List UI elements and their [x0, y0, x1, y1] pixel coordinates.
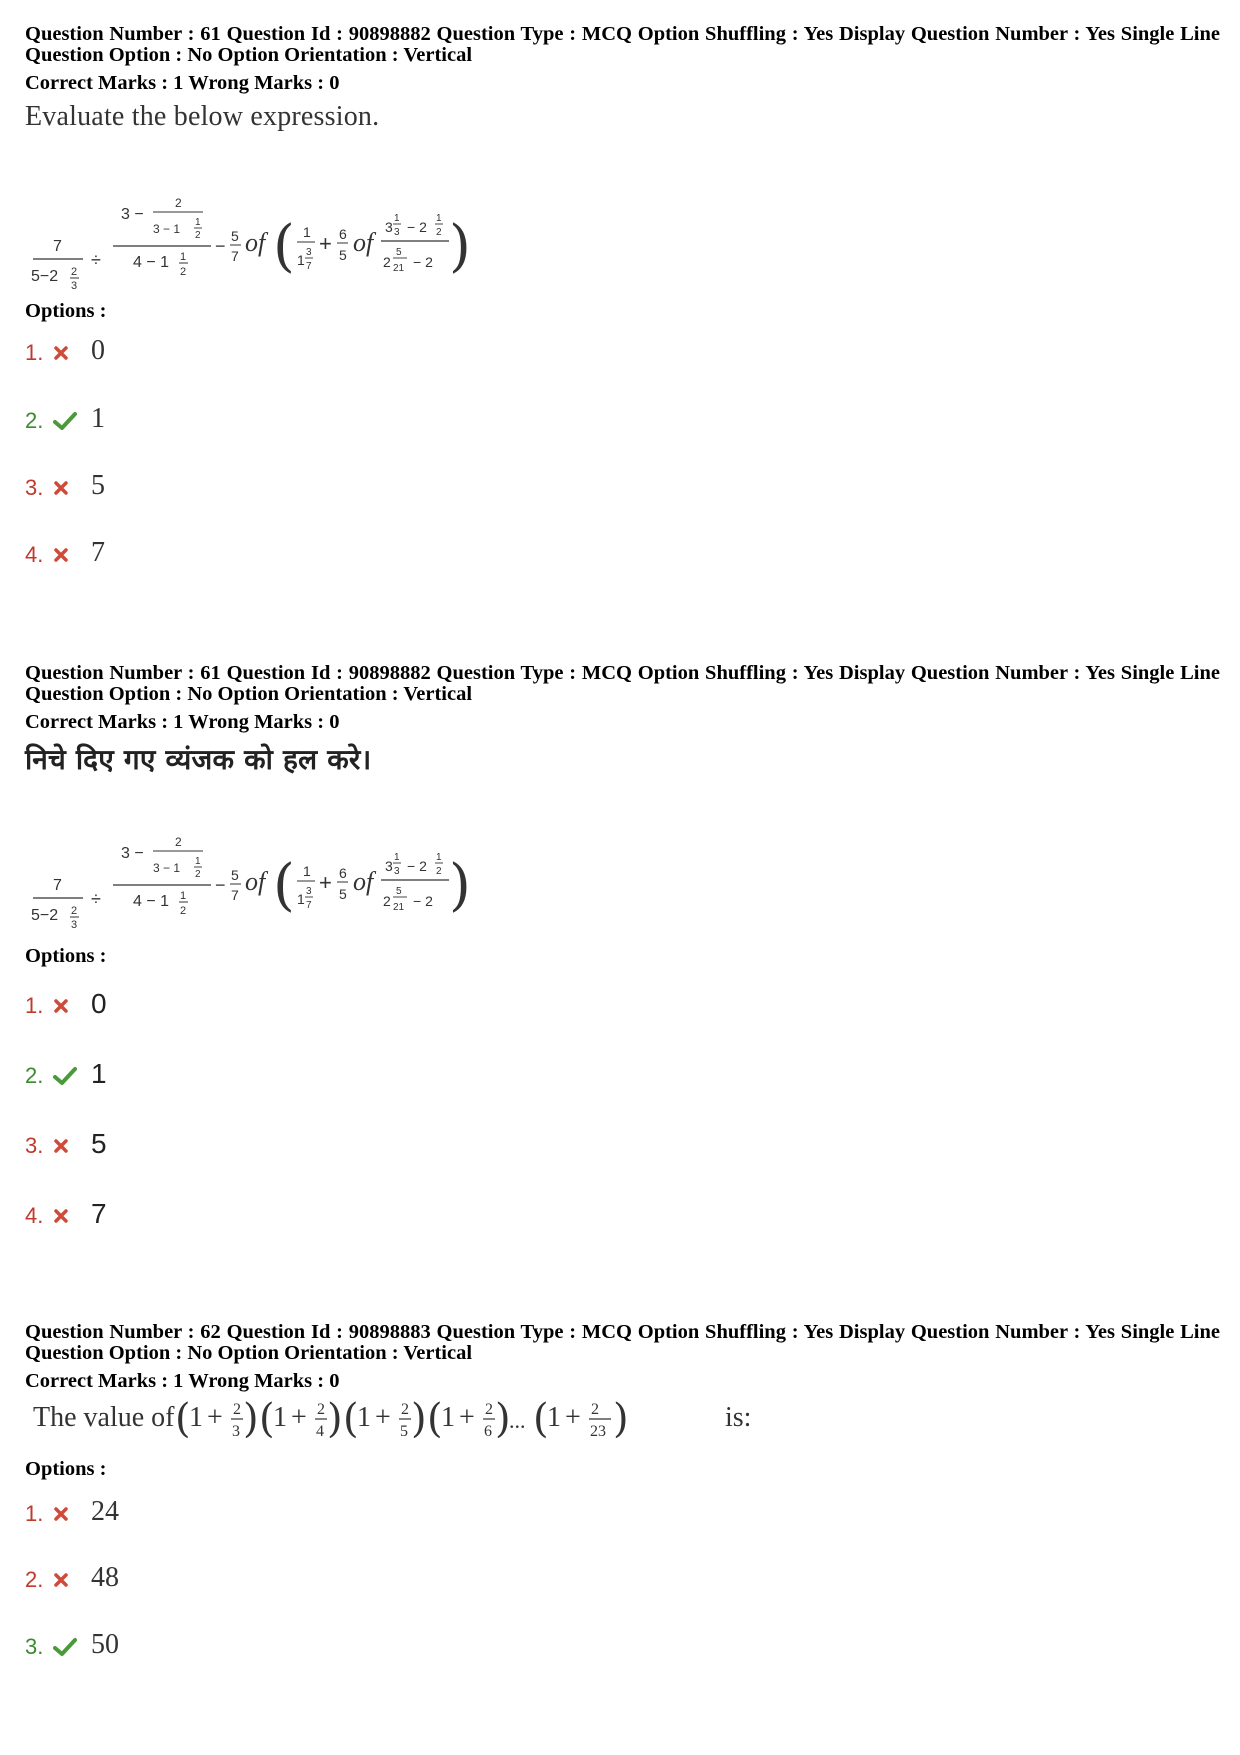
- option-value: 24: [91, 1496, 119, 1527]
- ellipsis: ...: [509, 1408, 526, 1433]
- option-3[interactable]: [25, 461, 105, 501]
- svg-text:5: 5: [231, 228, 239, 244]
- svg-text:2: 2: [195, 869, 201, 880]
- svg-text:1: 1: [180, 251, 187, 263]
- term-one: 1: [441, 1402, 455, 1433]
- option-value: 48: [91, 1562, 119, 1593]
- option-value: 1: [91, 1058, 107, 1089]
- svg-text:3 − 1: 3 − 1: [153, 222, 181, 236]
- svg-text:1: 1: [297, 891, 305, 907]
- svg-text:): ): [449, 214, 471, 279]
- term-den: 23: [590, 1423, 606, 1440]
- svg-text:3: 3: [306, 247, 312, 258]
- question-block-1: [25, 23, 1220, 568]
- options-label: Options :: [25, 945, 107, 967]
- question-meta: Question Number : 61 Question Id : 90898882 Question Type : MCQ Option Shuffling : Yes Display Question Number : Yes Single Line Question Option : No Option Orientation : Vertical: [25, 662, 1220, 705]
- options-label: Options :: [25, 300, 107, 322]
- term-plus: +: [291, 1402, 307, 1433]
- svg-text:2: 2: [383, 893, 391, 909]
- term-num: 2: [591, 1401, 599, 1418]
- expression: [31, 196, 471, 292]
- option-value: 7: [91, 1198, 107, 1229]
- question-block-3: [25, 1321, 1220, 1660]
- svg-text:3: 3: [71, 280, 78, 292]
- svg-text:2: 2: [175, 835, 182, 849]
- svg-text:2: 2: [195, 230, 201, 241]
- option-value: 50: [91, 1629, 119, 1660]
- term-den: 4: [316, 1423, 324, 1440]
- svg-text:1: 1: [180, 890, 187, 902]
- expression-image: [25, 828, 525, 948]
- svg-text:7: 7: [231, 248, 239, 264]
- svg-text:5: 5: [396, 886, 402, 897]
- term-one: 1: [357, 1402, 371, 1433]
- cross-icon: [53, 993, 85, 1019]
- svg-text:2: 2: [175, 196, 182, 210]
- term-one: 1: [547, 1402, 561, 1433]
- svg-text:5: 5: [231, 867, 239, 883]
- option-number: 3.: [25, 475, 44, 500]
- svg-text:6: 6: [339, 226, 347, 242]
- paren-close: ): [327, 1396, 343, 1442]
- option-number: 2.: [25, 1063, 44, 1088]
- svg-text:5−2: 5−2: [31, 907, 59, 924]
- product-expression: [25, 1390, 805, 1450]
- options-label: Options :: [25, 1458, 107, 1480]
- expression: [31, 835, 471, 931]
- option-3[interactable]: [25, 1620, 119, 1660]
- term-plus: +: [207, 1402, 223, 1433]
- svg-text:7: 7: [53, 877, 62, 894]
- svg-text:1: 1: [436, 852, 442, 863]
- svg-text:1: 1: [195, 217, 201, 228]
- paren-open: (: [533, 1396, 549, 1442]
- svg-text:1: 1: [394, 213, 400, 224]
- paren-close: ): [495, 1396, 511, 1442]
- option-number: 1.: [25, 1501, 44, 1526]
- svg-text:3 − 1: 3 − 1: [153, 861, 181, 875]
- term-num: 2: [485, 1401, 493, 1418]
- option-value: 1: [91, 403, 105, 434]
- svg-text:2: 2: [71, 905, 78, 917]
- question-text: Evaluate the below expression.: [25, 101, 380, 132]
- check-icon: [53, 1063, 85, 1089]
- svg-text:5−2: 5−2: [31, 268, 59, 285]
- svg-text:of: of: [245, 228, 266, 257]
- term-den: 3: [232, 1423, 240, 1440]
- svg-text:÷: ÷: [91, 889, 101, 909]
- svg-text:7: 7: [306, 900, 312, 911]
- cross-icon: [53, 542, 85, 568]
- svg-text:(: (: [273, 853, 295, 918]
- svg-text:): ): [449, 853, 471, 918]
- svg-text:÷: ÷: [91, 250, 101, 270]
- svg-text:1: 1: [394, 852, 400, 863]
- option-value: 0: [91, 335, 105, 366]
- question-marks: Correct Marks : 1 Wrong Marks : 0: [25, 72, 340, 94]
- svg-text:(: (: [273, 214, 295, 279]
- svg-text:of: of: [353, 228, 374, 257]
- svg-text:1: 1: [436, 213, 442, 224]
- option-number: 2.: [25, 408, 44, 433]
- option-1[interactable]: [25, 1487, 119, 1527]
- option-3[interactable]: [25, 1119, 107, 1159]
- svg-text:2: 2: [383, 254, 391, 270]
- option-value: 0: [91, 988, 107, 1019]
- option-value: 5: [91, 1128, 107, 1159]
- term-den: 5: [400, 1423, 408, 1440]
- option-number: 1.: [25, 340, 44, 365]
- svg-text:5: 5: [339, 247, 347, 263]
- svg-text:2: 2: [180, 905, 187, 917]
- option-2[interactable]: [25, 1553, 119, 1593]
- svg-text:− 2: − 2: [407, 219, 427, 235]
- cross-icon: [53, 1501, 85, 1527]
- svg-text:5: 5: [396, 247, 402, 258]
- term-num: 2: [233, 1401, 241, 1418]
- svg-text:of: of: [245, 867, 266, 896]
- svg-text:7: 7: [231, 887, 239, 903]
- question-suffix: is:: [725, 1402, 752, 1433]
- term-plus: +: [565, 1402, 581, 1433]
- svg-text:3: 3: [385, 219, 393, 235]
- paren-close: ): [613, 1396, 629, 1442]
- svg-text:3 −: 3 −: [121, 206, 144, 223]
- option-4[interactable]: [25, 528, 105, 568]
- cross-icon: [53, 475, 85, 501]
- term-plus: +: [375, 1402, 391, 1433]
- svg-text:2: 2: [180, 266, 187, 278]
- svg-text:−: −: [215, 875, 226, 895]
- svg-text:7: 7: [306, 261, 312, 272]
- paren-open: (: [343, 1396, 359, 1442]
- option-4[interactable]: [25, 1189, 107, 1229]
- svg-text:+: +: [319, 870, 332, 895]
- term-num: 2: [401, 1401, 409, 1418]
- option-number: 1.: [25, 993, 44, 1018]
- paren-open: (: [175, 1396, 191, 1442]
- option-value: 5: [91, 470, 105, 501]
- term-plus: +: [459, 1402, 475, 1433]
- option-number: 3.: [25, 1634, 44, 1659]
- option-number: 4.: [25, 542, 44, 567]
- option-2[interactable]: [25, 394, 105, 434]
- svg-text:3: 3: [394, 227, 400, 238]
- check-icon: [53, 1634, 85, 1660]
- svg-text:5: 5: [339, 886, 347, 902]
- svg-text:− 2: − 2: [407, 858, 427, 874]
- cross-icon: [53, 340, 85, 366]
- cross-icon: [53, 1567, 85, 1593]
- svg-text:4 − 1: 4 − 1: [133, 254, 170, 271]
- svg-text:2: 2: [436, 227, 442, 238]
- cross-icon: [53, 1133, 85, 1159]
- expression-image: [25, 189, 525, 309]
- svg-text:3: 3: [71, 919, 78, 931]
- term-den: 6: [484, 1423, 492, 1440]
- question-marks: Correct Marks : 1 Wrong Marks : 0: [25, 711, 340, 733]
- term-num: 2: [317, 1401, 325, 1418]
- question-meta: Question Number : 62 Question Id : 90898883 Question Type : MCQ Option Shuffling : Yes Display Question Number : Yes Single Line Question Option : No Option Orientation : Vertical: [25, 1321, 1220, 1364]
- paren-open: (: [259, 1396, 275, 1442]
- option-number: 4.: [25, 1203, 44, 1228]
- svg-text:3: 3: [394, 866, 400, 877]
- check-icon: [53, 408, 85, 434]
- option-1[interactable]: [25, 326, 105, 366]
- svg-text:1: 1: [303, 224, 311, 240]
- question-prefix: The value of: [33, 1402, 175, 1433]
- paren-open: (: [427, 1396, 443, 1442]
- term-one: 1: [273, 1402, 287, 1433]
- svg-text:21: 21: [393, 263, 405, 274]
- question-block-2: [25, 662, 1220, 1229]
- svg-text:2: 2: [436, 866, 442, 877]
- option-number: 3.: [25, 1133, 44, 1158]
- svg-text:− 2: − 2: [413, 893, 433, 909]
- svg-text:− 2: − 2: [413, 254, 433, 270]
- svg-text:3: 3: [385, 858, 393, 874]
- question-meta: Question Number : 61 Question Id : 90898882 Question Type : MCQ Option Shuffling : Yes Display Question Number : Yes Single Line Question Option : No Option Orientation : Vertical: [25, 23, 1220, 66]
- paren-close: ): [243, 1396, 259, 1442]
- svg-text:21: 21: [393, 902, 405, 913]
- svg-text:6: 6: [339, 865, 347, 881]
- svg-text:+: +: [319, 231, 332, 256]
- svg-text:−: −: [215, 236, 226, 256]
- svg-text:4 − 1: 4 − 1: [133, 893, 170, 910]
- question-text: निचे दिए गए व्यंजक को हल करे।: [25, 743, 372, 776]
- svg-text:7: 7: [53, 238, 62, 255]
- question-marks: Correct Marks : 1 Wrong Marks : 0: [25, 1370, 340, 1392]
- paren-close: ): [411, 1396, 427, 1442]
- svg-text:3 −: 3 −: [121, 845, 144, 862]
- cross-icon: [53, 1203, 85, 1229]
- svg-text:2: 2: [71, 266, 78, 278]
- svg-text:1: 1: [297, 252, 305, 268]
- svg-text:1: 1: [303, 863, 311, 879]
- svg-text:1: 1: [195, 856, 201, 867]
- svg-text:3: 3: [306, 886, 312, 897]
- option-2[interactable]: [25, 1049, 107, 1089]
- option-value: 7: [91, 537, 105, 568]
- product-terms: [175, 1396, 629, 1442]
- term-one: 1: [189, 1402, 203, 1433]
- svg-text:of: of: [353, 867, 374, 896]
- option-number: 2.: [25, 1567, 44, 1592]
- option-1[interactable]: [25, 979, 107, 1019]
